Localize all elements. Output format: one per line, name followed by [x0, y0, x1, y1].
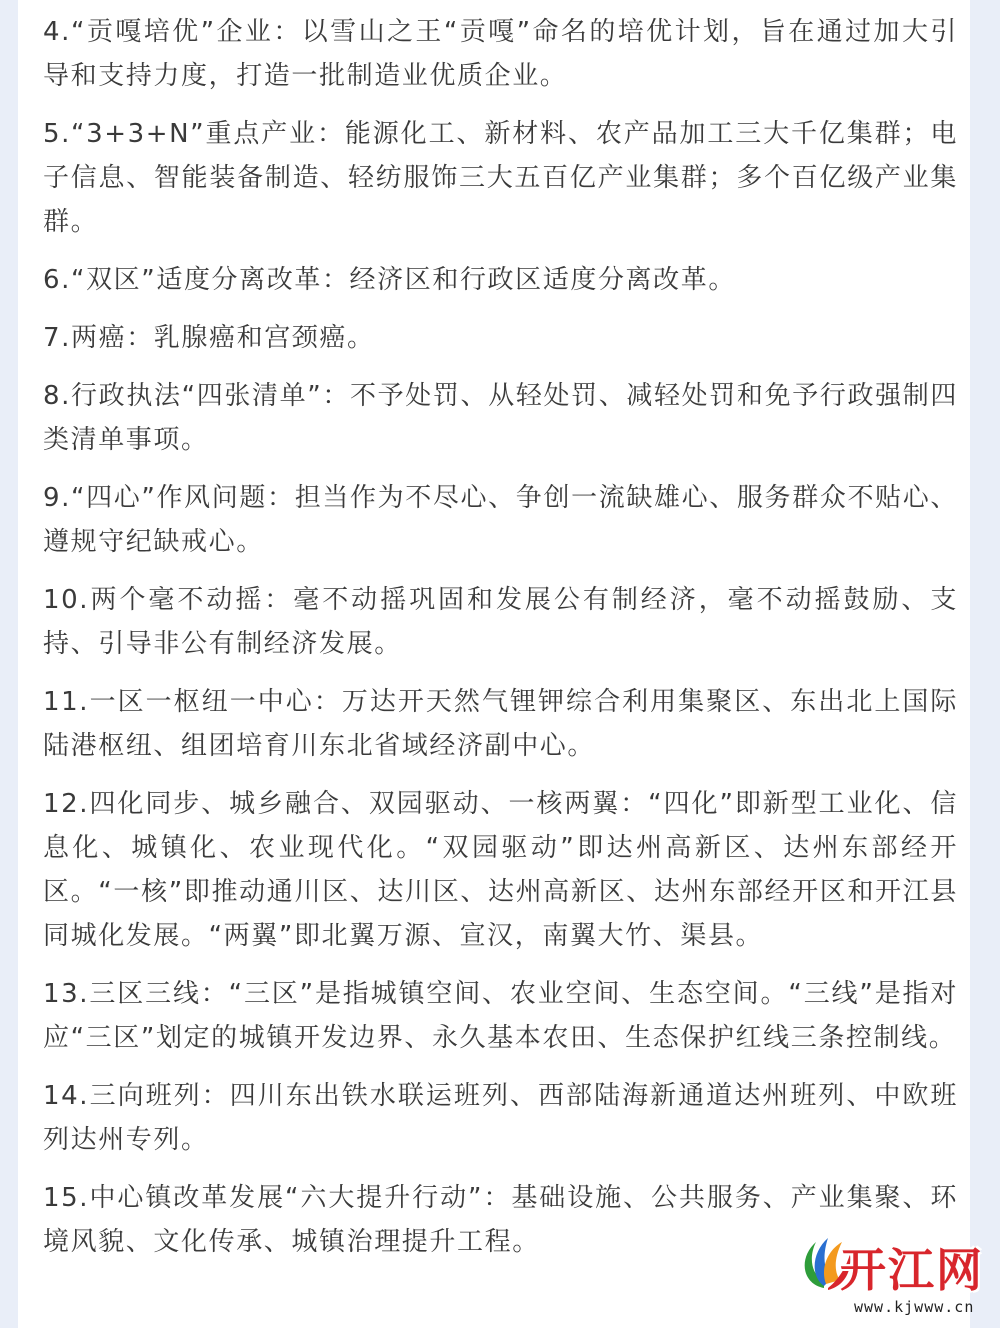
watermark-url: www.kjwww.cn	[854, 1298, 975, 1316]
list-item: 12.四化同步、城乡融合、双园驱动、一核两翼：“四化”即新型工业化、信息化、城镇化、农业现代化。“双园驱动”即达州高新区、达州东部经开区。“一核”即推动通川区、达川区、达州高新区、达州东部经开区和开江县同城化发展。“两翼”即北翼万源、宣汉，南翼大竹、渠县。	[43, 789, 958, 951]
list-item: 15.中心镇改革发展“六大提升行动”：基础设施、公共服务、产业集聚、环境风貌、文化传承、城镇治理提升工程。	[43, 1183, 958, 1257]
list-item: 4.“贡嘎培优”企业：以雪山之王“贡嘎”命名的培优计划，旨在通过加大引导和支持力度，打造一批制造业优质企业。	[43, 17, 958, 91]
list-item: 14.三向班列：四川东出铁水联运班列、西部陆海新通道达州班列、中欧班列达州专列。	[43, 1081, 958, 1155]
list-item: 7.两癌：乳腺癌和宫颈癌。	[43, 323, 375, 353]
site-watermark	[794, 1228, 994, 1324]
article-page	[18, 0, 970, 1328]
list-item: 9.“四心”作风问题：担当作为不尽心、争创一流缺雄心、服务群众不贴心、遵规守纪缺戒心。	[43, 483, 958, 557]
list-item: 10.两个毫不动摇：毫不动摇巩固和发展公有制经济，毫不动摇鼓励、支持、引导非公有制经济发展。	[43, 585, 958, 659]
list-item: 11.一区一枢纽一中心：万达开天然气锂钾综合利用集聚区、东出北上国际陆港枢纽、组团培育川东北省域经济副中心。	[43, 687, 958, 761]
list-item: 13.三区三线：“三区”是指城镇空间、农业空间、生态空间。“三线”是指对应“三区”划定的城镇开发边界、永久基本农田、生态保护红线三条控制线。	[43, 979, 958, 1053]
watermark-title: 开江网	[840, 1243, 984, 1297]
glossary-list	[43, 10, 958, 1278]
list-item: 8.行政执法“四张清单”：不予处罚、从轻处罚、减轻处罚和免予行政强制四类清单事项。	[43, 381, 958, 455]
list-item: 6.“双区”适度分离改革：经济区和行政区适度分离改革。	[43, 265, 736, 295]
list-item: 5.“3+3+N”重点产业：能源化工、新材料、农产品加工三大千亿集群；电子信息、智能装备制造、轻纺服饰三大五百亿产业集群；多个百亿级产业集群。	[43, 119, 958, 237]
